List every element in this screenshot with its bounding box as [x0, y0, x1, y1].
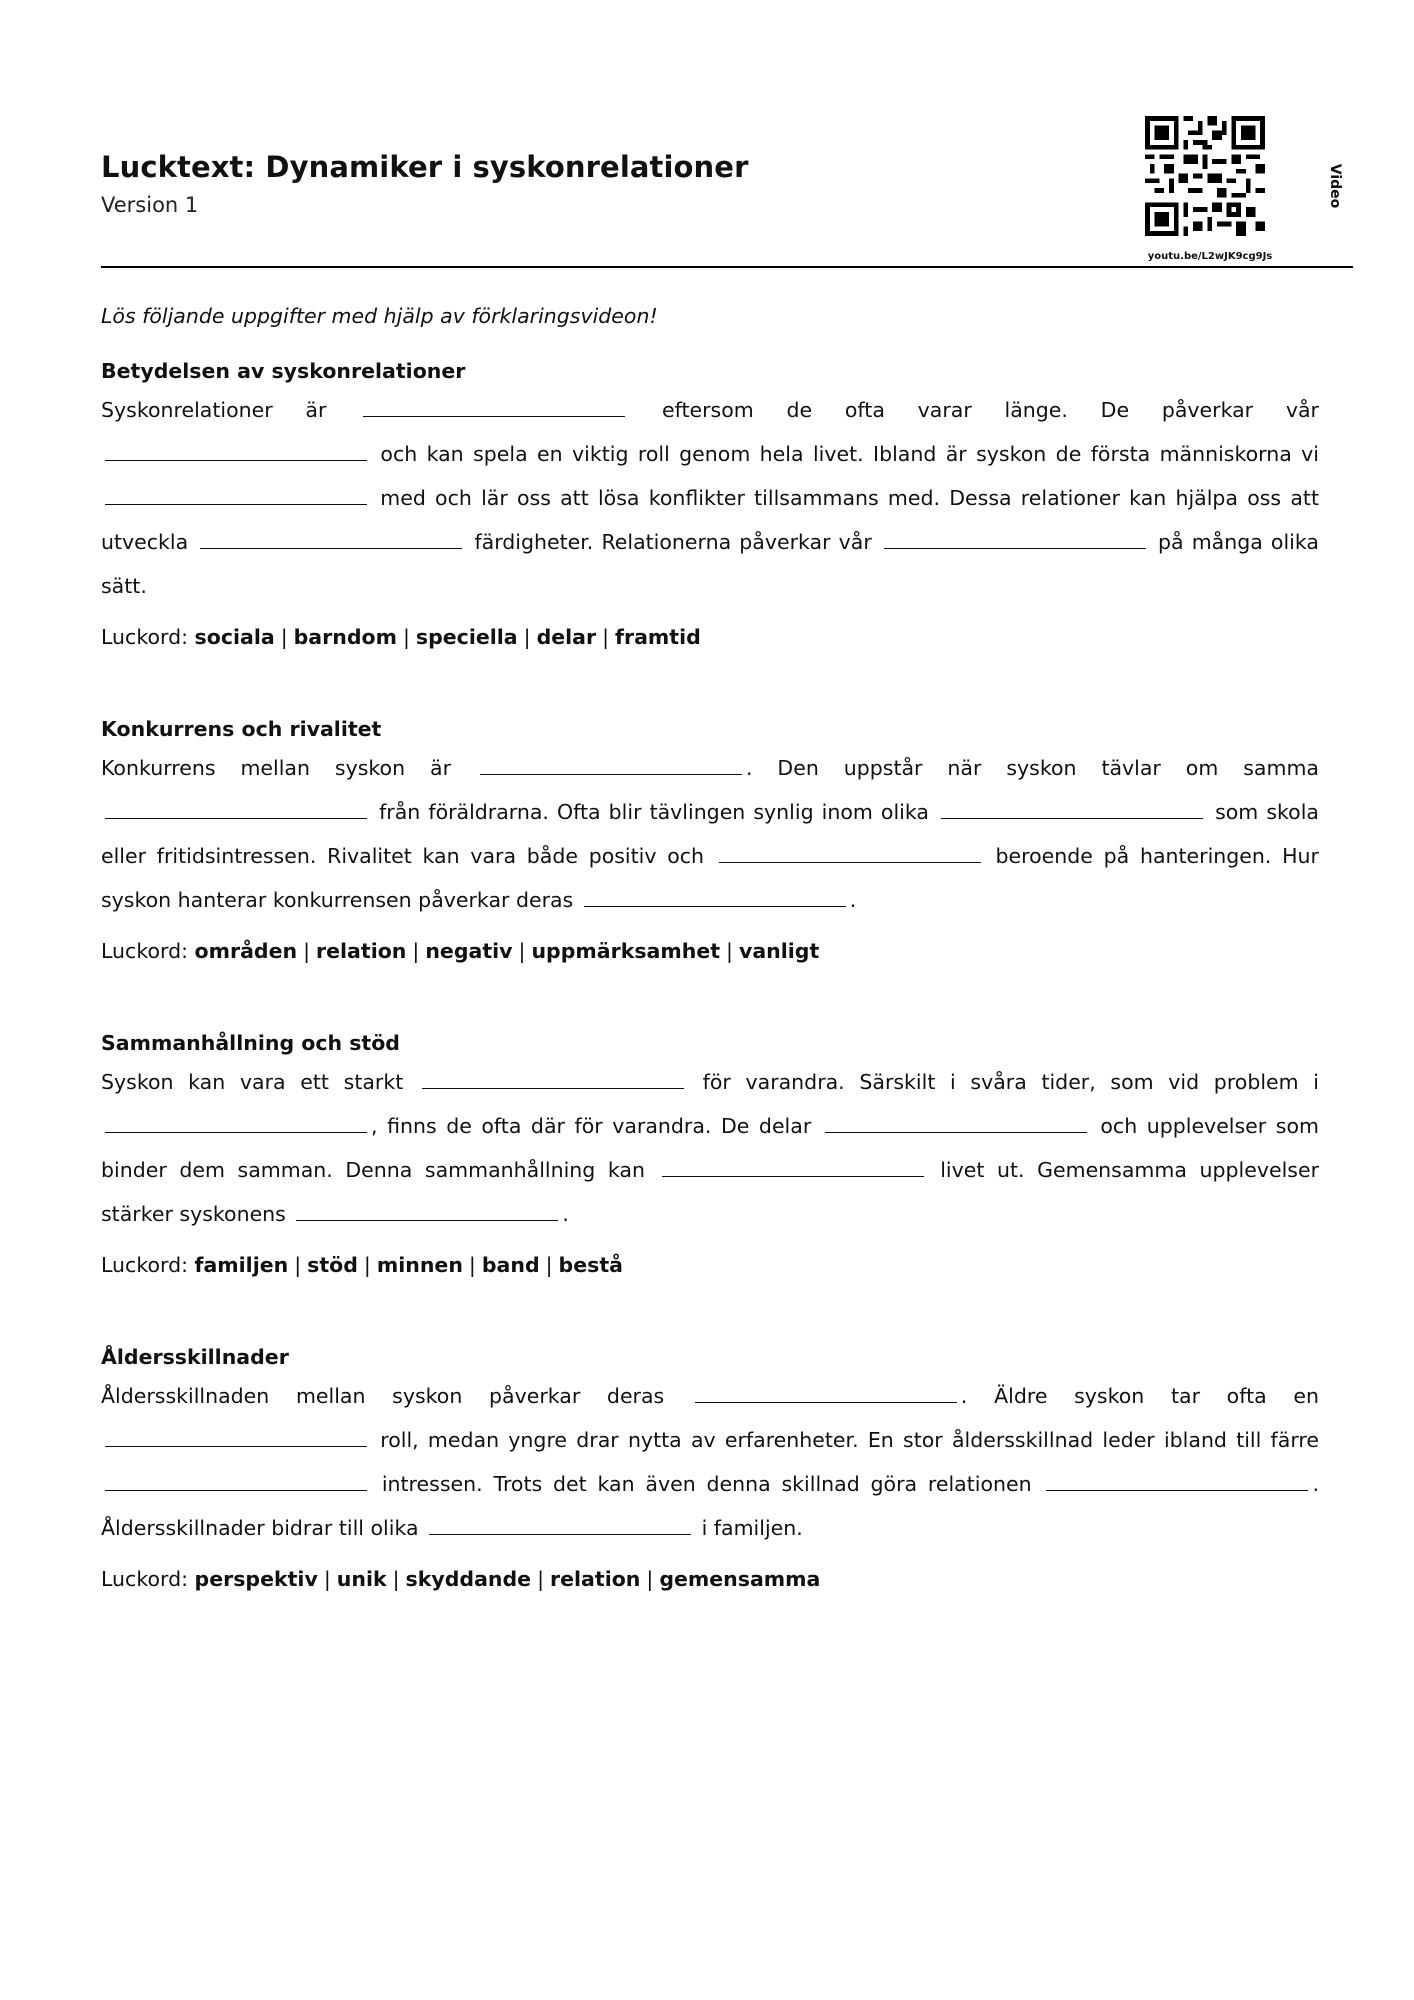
- word-bank-label: Luckord:: [101, 1253, 188, 1277]
- word-bank-label: Luckord:: [101, 625, 188, 649]
- answer-blank[interactable]: [105, 1110, 367, 1133]
- section-sammanhallning: [101, 1026, 1319, 1277]
- cloze-paragraph: [101, 1374, 1319, 1550]
- word-bank-word: gemensamma: [659, 1567, 821, 1591]
- qr-url[interactable]: youtu.be/L2wJK9cg9Js: [1147, 251, 1273, 262]
- word-bank-label: Luckord:: [101, 1567, 188, 1591]
- text-fragment: med och lär oss att lösa konflikter tillsammans med. Dessa relationer kan hjälpa oss att utveckla: [101, 486, 1319, 554]
- answer-blank[interactable]: [105, 1468, 367, 1491]
- word-bank-word: framtid: [615, 625, 701, 649]
- text-fragment: som skola eller fritidsintressen. Rivalitet kan vara både positiv och: [101, 800, 1319, 868]
- cloze-paragraph: [101, 746, 1319, 922]
- text-fragment: roll, medan yngre drar nytta av erfarenheter. En stor åldersskillnad leder ibland till färre: [380, 1428, 1319, 1452]
- text-fragment: . Åldersskillnader bidrar till olika: [101, 1472, 1319, 1540]
- word-bank: Luckord: familjen | stöd | minnen | band | bestå: [101, 1253, 623, 1277]
- text-fragment: intressen. Trots det kan även denna skillnad göra relationen: [381, 1472, 1032, 1496]
- section-heading: Betydelsen av syskonrelationer: [101, 359, 466, 383]
- answer-blank[interactable]: [941, 796, 1203, 819]
- word-bank-word: delar: [536, 625, 597, 649]
- word-bank: Luckord: sociala | barndom | speciella | delar | framtid: [101, 625, 701, 649]
- text-fragment: och kan spela en viktig roll genom hela livet. Ibland är syskon de första människorna vi: [380, 442, 1319, 466]
- answer-blank[interactable]: [719, 840, 981, 863]
- word-bank-word: bestå: [558, 1253, 623, 1277]
- section-konkurrens: [101, 712, 1319, 963]
- word-bank-word: uppmärksamhet: [531, 939, 721, 963]
- text-fragment: .: [562, 1202, 569, 1226]
- answer-blank[interactable]: [105, 438, 367, 461]
- answer-blank[interactable]: [200, 526, 462, 549]
- answer-blank[interactable]: [422, 1066, 684, 1089]
- text-fragment: på många olika sätt.: [101, 530, 1319, 598]
- answer-blank[interactable]: [105, 482, 367, 505]
- section-betydelsen: [101, 354, 1319, 649]
- section-heading: Åldersskillnader: [101, 1345, 289, 1369]
- section-heading: Sammanhållning och stöd: [101, 1031, 400, 1055]
- text-fragment: färdigheter. Relationerna påverkar vår: [474, 530, 872, 554]
- answer-blank[interactable]: [695, 1380, 957, 1403]
- word-bank-word: minnen: [376, 1253, 463, 1277]
- text-fragment: och upplevelser som binder dem samman. Denna sammanhållning kan: [101, 1114, 1319, 1182]
- qr-code-icon: [1145, 116, 1265, 236]
- section-aldersskillnader: [101, 1340, 1319, 1591]
- word-bank-word: områden: [194, 939, 298, 963]
- answer-blank[interactable]: [429, 1512, 691, 1535]
- text-fragment: livet ut. Gemensamma upplevelser stärker syskonens: [101, 1158, 1319, 1226]
- cloze-paragraph: [101, 1060, 1319, 1236]
- word-bank-word: relation: [550, 1567, 641, 1591]
- word-bank-word: unik: [336, 1567, 387, 1591]
- answer-blank[interactable]: [825, 1110, 1087, 1133]
- word-bank-word: speciella: [415, 625, 518, 649]
- word-bank-word: relation: [316, 939, 407, 963]
- version-label: Version 1: [101, 193, 199, 217]
- text-fragment: Åldersskillnaden mellan syskon påverkar deras: [101, 1384, 665, 1408]
- text-fragment: Syskon kan vara ett starkt: [101, 1070, 404, 1094]
- word-bank: Luckord: perspektiv | unik | skyddande | relation | gemensamma: [101, 1567, 821, 1591]
- word-bank: Luckord: områden | relation | negativ | uppmärksamhet | vanligt: [101, 939, 820, 963]
- text-fragment: från föräldrarna. Ofta blir tävlingen synlig inom olika: [379, 800, 929, 824]
- header-divider: [101, 266, 1353, 268]
- text-fragment: .: [849, 888, 857, 912]
- text-fragment: Konkurrens mellan syskon är: [101, 756, 452, 780]
- text-fragment: . Den uppstår när syskon tävlar om samma: [745, 756, 1319, 780]
- word-bank-word: familjen: [194, 1253, 289, 1277]
- answer-blank[interactable]: [584, 884, 846, 907]
- word-bank-label: Luckord:: [101, 939, 188, 963]
- cloze-paragraph: [101, 388, 1319, 608]
- word-bank-word: barndom: [293, 625, 397, 649]
- section-heading: Konkurrens och rivalitet: [101, 717, 382, 741]
- answer-blank[interactable]: [884, 526, 1146, 549]
- word-bank-word: band: [481, 1253, 540, 1277]
- word-bank-word: perspektiv: [194, 1567, 318, 1591]
- answer-blank[interactable]: [296, 1198, 558, 1221]
- answer-blank[interactable]: [662, 1154, 924, 1177]
- text-fragment: eftersom de ofta varar länge. De påverkar vår: [661, 398, 1319, 422]
- text-fragment: i familjen.: [701, 1516, 803, 1540]
- text-fragment: för varandra. Särskilt i svåra tider, som vid problem i: [702, 1070, 1319, 1094]
- word-bank-word: negativ: [425, 939, 513, 963]
- answer-blank[interactable]: [480, 752, 742, 775]
- word-bank-word: skyddande: [405, 1567, 532, 1591]
- answer-blank[interactable]: [363, 394, 625, 417]
- word-bank-word: stöd: [307, 1253, 358, 1277]
- word-bank-word: sociala: [194, 625, 275, 649]
- video-label: Video: [1327, 163, 1343, 209]
- answer-blank[interactable]: [105, 796, 367, 819]
- text-fragment: . Äldre syskon tar ofta en: [960, 1384, 1319, 1408]
- text-fragment: beroende på hanteringen. Hur syskon hanterar konkurrensen påverkar deras: [101, 844, 1319, 912]
- page-title: Lucktext: Dynamiker i syskonrelationer: [101, 150, 749, 184]
- word-bank-word: vanligt: [738, 939, 820, 963]
- answer-blank[interactable]: [105, 1424, 367, 1447]
- instructions: Lös följande uppgifter med hjälp av förklaringsvideon!: [101, 304, 658, 328]
- text-fragment: , finns de ofta där för varandra. De delar: [371, 1114, 812, 1138]
- text-fragment: Syskonrelationer är: [101, 398, 327, 422]
- answer-blank[interactable]: [1046, 1468, 1308, 1491]
